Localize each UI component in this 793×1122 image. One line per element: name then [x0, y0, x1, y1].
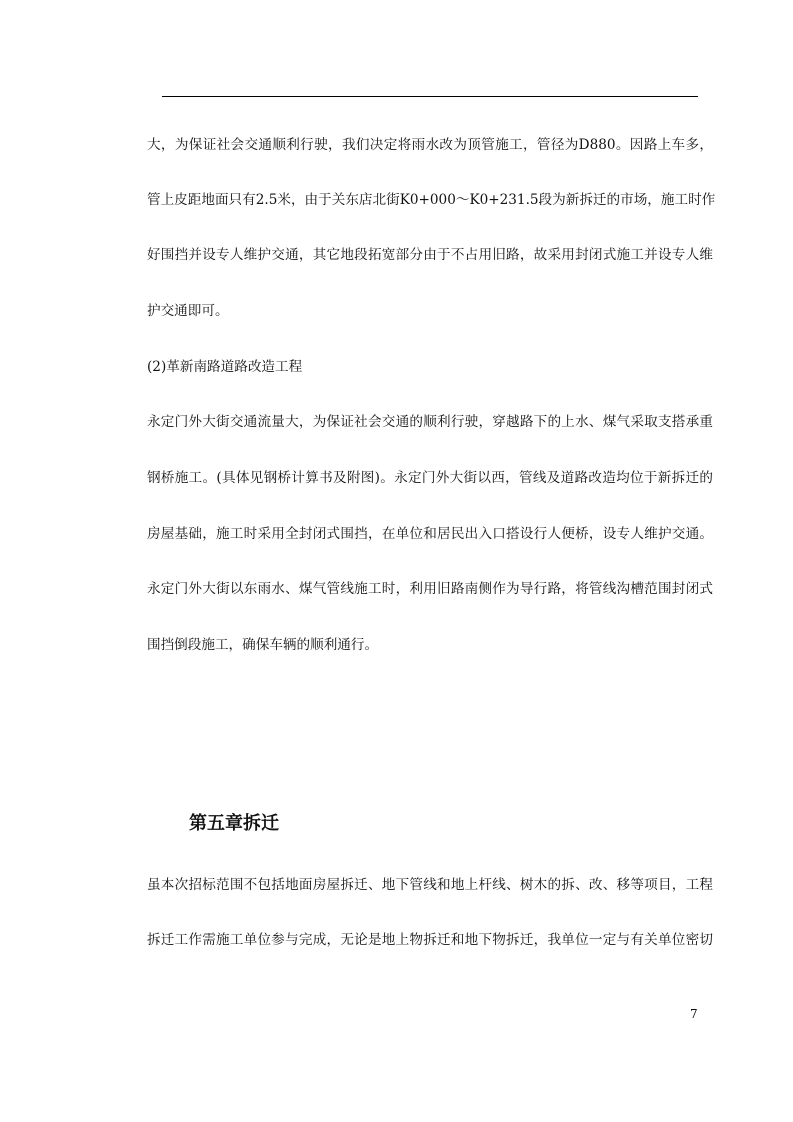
chapter-heading: 第五章拆迁: [189, 813, 279, 834]
paragraph-line: 房屋基础，施工时采用全封闭式围挡，在单位和居民出入口搭设行人便桥，设专人维护交通。: [147, 526, 713, 542]
paragraph-line: 钢桥施工。(具体见钢桥计算书及附图)。永定门外大街以西，管线及道路改造均位于新拆迁的: [147, 470, 713, 486]
paragraph-line: 管上皮距地面只有2.5米，由于关东店北街K0+000～K0+231.5段为新拆迁的市场，施工时作: [147, 192, 716, 208]
paragraph-line: 永定门外大街交通流量大，为保证社会交通的顺利行驶，穿越路下的上水、煤气采取支搭承重: [147, 414, 713, 430]
paragraph-line: 围挡倒段施工，确保车辆的顺利通行。: [147, 637, 379, 653]
paragraph-line: 拆迁工作需施工单位参与完成，无论是地上物拆迁和地下物拆迁，我单位一定与有关单位密切: [147, 932, 713, 948]
page-number: 7: [690, 1007, 698, 1021]
header-rule: [162, 96, 698, 97]
paragraph-line: 永定门外大街以东雨水、煤气管线施工时，利用旧路南侧作为导行路，将管线沟槽范围封闭式: [147, 581, 713, 597]
section-subheading: (2)革新南路道路改造工程: [147, 359, 303, 375]
paragraph-line: 虽本次招标范围不包括地面房屋拆迁、地下管线和地上杆线、树木的拆、改、移等项目，工程: [147, 877, 713, 893]
paragraph-line: 大，为保证社会交通顺利行驶，我们决定将雨水改为顶管施工，管径为D880。因路上车多，: [147, 137, 713, 153]
paragraph-line: 好围挡并设专人维护交通，其它地段拓宽部分由于不占用旧路，故采用封闭式施工并设专人维: [147, 247, 713, 263]
paragraph-line: 护交通即可。: [147, 303, 229, 319]
